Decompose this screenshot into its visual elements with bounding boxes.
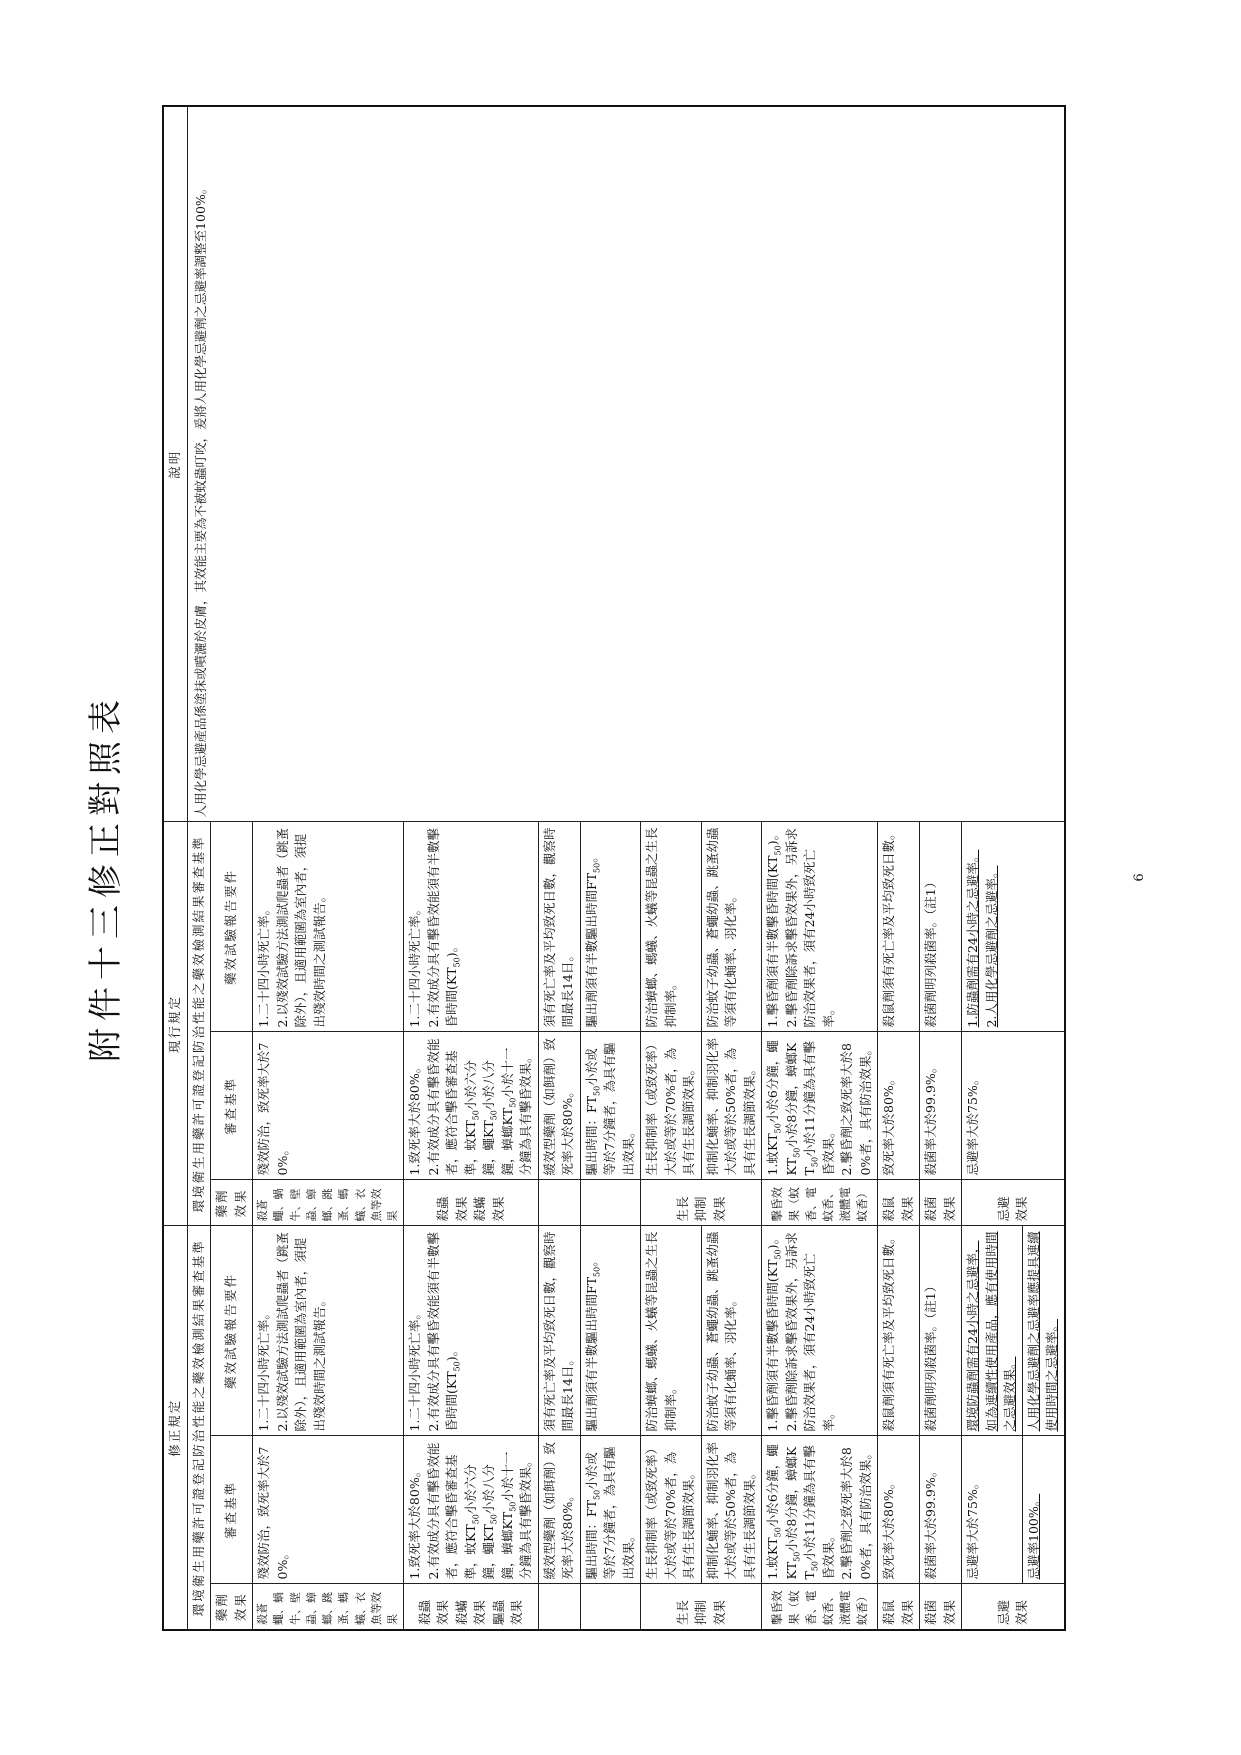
row-label: 擊昏效果（蚊香、電蚊香、液體電蚊香） bbox=[762, 1584, 878, 1630]
current-col-standard: 審查基準 bbox=[211, 1032, 253, 1180]
cell: 須有死亡率及平均致死日數，觀察時間最長14日。 bbox=[538, 822, 580, 1032]
line: 2.擊昏劑之致死率大於80%者，具有防治效果。 bbox=[839, 1043, 873, 1176]
cell: 殘效防治，致死率大於70%。 bbox=[253, 1032, 404, 1180]
cell: 殘效防治，致死率大於70%。 bbox=[253, 1436, 404, 1584]
cell bbox=[404, 1226, 539, 1436]
cell: 忌避率大於75%。 bbox=[962, 1032, 1065, 1180]
cell bbox=[404, 822, 539, 1032]
cell: 驅出劑須有半數驅出時間$FT_{50}$。 bbox=[580, 822, 641, 1032]
row-label: 殺蒼蠅、蝸牛、壁蝨、蟑螂、跳蚤、螞蟻、衣魚等效果 bbox=[253, 1584, 404, 1630]
line: 1.二十四小時死亡率。 bbox=[256, 1307, 271, 1432]
cell: 殺菌率大於99.9%。 bbox=[920, 1436, 962, 1584]
line: 1.防蟲劑需有24小時之忌避率。 bbox=[965, 849, 981, 1028]
line: 殺蟎效果 bbox=[453, 1599, 488, 1625]
cell bbox=[762, 1226, 878, 1436]
line: 1.致死率大於80%。 bbox=[407, 1060, 423, 1176]
cell bbox=[962, 1226, 1023, 1436]
row-label: 忌避效果 bbox=[962, 1584, 1065, 1630]
row-label: 殺鼠效果 bbox=[878, 1584, 920, 1630]
cell bbox=[762, 1436, 878, 1584]
row-label: 殺菌效果 bbox=[920, 1180, 962, 1226]
underlined-text: 忌避率100%。 bbox=[1025, 1493, 1041, 1580]
row-label bbox=[404, 1584, 539, 1630]
cell: 殺菌劑明列殺菌率。（註1） bbox=[920, 822, 962, 1032]
cell: 殺鼠劑須有死亡率及平均致死日數。 bbox=[878, 822, 920, 1032]
line: 2.有效成分具有擊昏效能者，應符合擊昏審查基準，蚊$KT_{50}$小於六分鐘，蠅$KT_{50}$小於八分鐘，蟑螂$KT_{50}$小於十一分鐘為具有擊昏效果。 bbox=[425, 1442, 534, 1580]
cell: 驅出時間：$FT_{50}$小於或等於7分鐘者，為具有驅出效果。 bbox=[580, 1032, 641, 1180]
row-label: 殺蒼蠅、蝸牛、壁蝨、蟑螂、跳蚤、螞蟻、衣魚等效果 bbox=[253, 1180, 404, 1226]
line: 1.二十四小時死亡率。 bbox=[407, 903, 423, 1028]
row-label: 忌避效果 bbox=[962, 1180, 1065, 1226]
row-label bbox=[580, 1584, 641, 1630]
cell bbox=[962, 822, 1065, 1032]
cell bbox=[253, 1226, 404, 1436]
cell: 防治蚊子幼蟲、蒼蠅幼蟲、跳蚤幼蟲等須有化蛹率、羽化率。 bbox=[701, 822, 762, 1032]
row-label: 生長抑制效果 bbox=[641, 1584, 762, 1630]
cell: 驅出劑須有半數驅出時間$FT_{50}$。 bbox=[580, 1226, 641, 1436]
line: 1.蚊$KT_{50}$小於6分鐘，蠅$KT_{50}$小於8分鐘，蟑螂$KT_{50}$小於11分鐘為具有擊昏效果。 bbox=[765, 1444, 836, 1580]
cell bbox=[762, 1032, 878, 1180]
row-label: 殺菌效果 bbox=[920, 1584, 962, 1630]
cell: 忌避率大於75%。 bbox=[962, 1436, 1023, 1584]
cell: 致死率大於80%。 bbox=[878, 1032, 920, 1180]
page-number: 6 bbox=[1132, 873, 1147, 882]
line: 1.蚊$KT_{50}$小於6分鐘，蠅$KT_{50}$小於8分鐘，蟑螂$KT_{50}$小於11分鐘為具有擊昏效果。 bbox=[765, 1040, 836, 1176]
row-label: 殺鼠效果 bbox=[878, 1180, 920, 1226]
cell: 驅出時間：$FT_{50}$小於或等於7分鐘者，為具有驅出效果。 bbox=[580, 1436, 641, 1584]
line: 1.擊昏劑須有半數擊昏時間$(KT_{50})$。 bbox=[765, 827, 783, 1028]
line: 殺蟎效果 bbox=[472, 1196, 506, 1222]
cell bbox=[404, 1032, 539, 1180]
row-label bbox=[580, 1180, 641, 1226]
note-text: 人用化學忌避產品係塗抹或噴灑於皮膚，其效能主要為不被蚊蟲叮咬，爰將人用化學忌避劑之忌避率調整至100%。 bbox=[187, 106, 1065, 822]
page-title: 附件十三修正對照表 bbox=[86, 693, 126, 1062]
current-col-condition: 藥效試驗報告要件 bbox=[211, 822, 253, 1032]
row-label bbox=[538, 1180, 580, 1226]
line: 2.有效成分具有擊昏效能者，應符合擊昏審查基準，蚊$KT_{50}$小於六分鐘，蠅$KT_{50}$小於八分鐘，蟑螂$KT_{50}$小於十一分鐘為具有擊昏效果。 bbox=[425, 1038, 534, 1176]
cell: 防治蚊子幼蟲、蒼蠅幼蟲、跳蚤幼蟲等須有化蛹率、羽化率。 bbox=[701, 1226, 762, 1436]
comparison-table bbox=[162, 105, 1066, 1631]
cell bbox=[1022, 1436, 1065, 1584]
current-table-title: 環境衛生用藥許可證登記防治性能之藥效檢測結果審查基準 bbox=[187, 822, 211, 1226]
cell: 須有死亡率及平均致死日數，觀察時間最長14日。 bbox=[538, 1226, 580, 1436]
cell bbox=[253, 822, 404, 1032]
underlined-text: 環境防蟲劑需有24小時之忌避率，如為連續性使用產品，應有使用時間之忌避效果。 bbox=[965, 1231, 1018, 1432]
line: 殺蟲效果 bbox=[416, 1599, 451, 1625]
line: 2.以殘效試驗方法測試爬蟲者（跳蚤除外），且適用範圍為室內者，須提出殘效時間之測試報告。 bbox=[274, 1232, 327, 1432]
line: 2.擊昏劑除訴求擊昏效果外，另訴求防治效果者，須有24小時致死亡率。 bbox=[783, 1232, 836, 1432]
cell bbox=[762, 822, 878, 1032]
note-header: 說明 bbox=[163, 106, 187, 822]
cell: 緩效型藥劑（如餌劑）致死率大於80%。 bbox=[538, 1436, 580, 1584]
line: 2.人用化學忌避劑之忌避率。 bbox=[983, 865, 999, 1028]
row-label bbox=[538, 1584, 580, 1630]
line: 2.以殘效試驗方法測試爬蟲者（跳蚤除外），且適用範圍為室內者，須提出殘效時間之測試報告。 bbox=[274, 828, 327, 1028]
row-label: 生長抑制效果 bbox=[641, 1180, 762, 1226]
cell: 生長抑制率（或致死率）大於或等於70%者，為具有生長調節效果。 bbox=[641, 1032, 702, 1180]
cell: 緩效型藥劑（如餌劑）致死率大於80%。 bbox=[538, 1032, 580, 1180]
cell bbox=[1022, 1226, 1065, 1436]
revised-col-effect: 藥劑效果 bbox=[211, 1584, 253, 1630]
cell: 抑制化蛹率、抑制羽化率大於或等於50%者，為具有生長調節效果。 bbox=[701, 1436, 762, 1584]
line: 1.致死率大於80%。 bbox=[407, 1464, 423, 1580]
cell: 殺菌劑明列殺菌率。（註1） bbox=[920, 1226, 962, 1436]
revised-col-condition: 藥效試驗報告要件 bbox=[211, 1226, 253, 1436]
cell: 殺菌率大於99.9%。 bbox=[920, 1032, 962, 1180]
line: 2.擊昏劑之致死率大於80%者，具有防治效果。 bbox=[839, 1447, 873, 1580]
revised-header: 修正規定 bbox=[163, 1226, 187, 1630]
line: 驅蟲效果 bbox=[490, 1599, 525, 1625]
line: 2.擊昏劑除訴求擊昏效果外，另訴求防治效果者，須有24小時致死亡率。 bbox=[783, 828, 836, 1028]
line: 2.有效成分具有擊昏效能須有半數擊昏時間$(KT_{50})$。 bbox=[425, 1232, 462, 1432]
line: 2.有效成分具有擊昏效能須有半數擊昏時間$(KT_{50})$。 bbox=[425, 828, 462, 1028]
cell: 殺鼠劑須有死亡率及平均致死日數。 bbox=[878, 1226, 920, 1436]
cell: 生長抑制率（或致死率）大於或等於70%者，為具有生長調節效果。 bbox=[641, 1436, 702, 1584]
cell: 防治蟑螂、螞蟻、火蟻等昆蟲之生長抑制率。 bbox=[641, 822, 702, 1032]
row-label: 擊昏效果（蚊香、電蚊香、液體電蚊香） bbox=[762, 1180, 878, 1226]
line: 1.二十四小時死亡率。 bbox=[256, 903, 271, 1028]
revised-table-title: 環境衛生用藥許可證登記防治性能之藥效檢測結果審查基準 bbox=[187, 1226, 211, 1630]
line: 1.擊昏劑須有半數擊昏時間$(KT_{50})$。 bbox=[765, 1231, 783, 1432]
underlined-text: 人用化學忌避劑之忌避率應提具連續使用時間之忌避率。 bbox=[1025, 1231, 1060, 1432]
line: 1.二十四小時死亡率。 bbox=[407, 1307, 423, 1432]
row-label bbox=[404, 1180, 539, 1226]
cell: 防治蟑螂、螞蟻、火蟻等昆蟲之生長抑制率。 bbox=[641, 1226, 702, 1436]
cell: 致死率大於80%。 bbox=[878, 1436, 920, 1584]
line: 殺蟲效果 bbox=[435, 1196, 469, 1222]
revised-col-standard: 審查基準 bbox=[211, 1436, 253, 1584]
current-header: 現行規定 bbox=[163, 822, 187, 1226]
current-col-effect: 藥劑效果 bbox=[211, 1180, 253, 1226]
cell: 抑制化蛹率、抑制羽化率大於或等於50%者，為具有生長調節效果。 bbox=[701, 1032, 762, 1180]
cell bbox=[404, 1436, 539, 1584]
